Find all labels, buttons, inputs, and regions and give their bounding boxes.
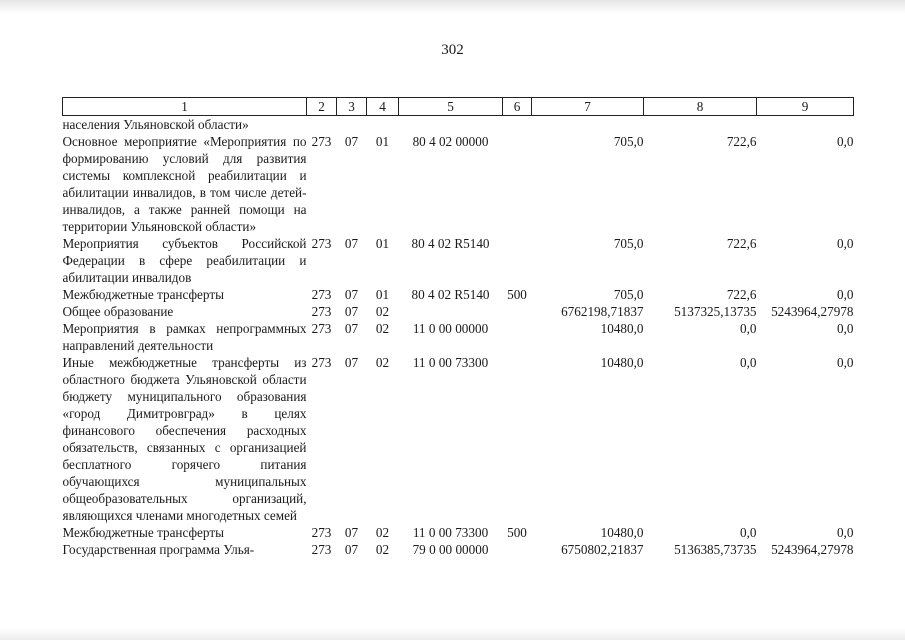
table-row xyxy=(63,354,854,524)
table-row xyxy=(63,116,854,134)
target-article-cell: 11 0 00 00000 xyxy=(412,321,489,336)
target-article-cell: 80 4 02 R5140 xyxy=(411,236,490,251)
header-row xyxy=(63,98,854,116)
ministry-code-cell: 273 xyxy=(311,355,332,370)
expense-type-cell xyxy=(503,133,532,235)
table-row xyxy=(63,541,854,558)
amount-col7-cell: 705,0 xyxy=(613,236,644,251)
expense-type-cell xyxy=(503,303,532,320)
subsection-code-cell: 02 xyxy=(375,542,390,557)
amount-col9-cell: 5243964,27978 xyxy=(771,304,854,319)
table-row xyxy=(63,286,854,303)
subsection-code-cell: 02 xyxy=(375,321,390,336)
section-code-cell: 07 xyxy=(344,287,359,302)
table-row xyxy=(63,235,854,286)
row-name-cell: Мероприятия субъектов Российской Федерации в сфере реабилитации и абилитации инвалидов xyxy=(62,236,307,285)
target-article-cell: 79 0 00 00000 xyxy=(412,542,489,557)
table-body xyxy=(63,116,854,559)
section-code-cell: 07 xyxy=(344,236,359,251)
amount-col8-cell: 722,6 xyxy=(726,236,757,251)
subsection-code-cell: 01 xyxy=(375,287,390,302)
table-row xyxy=(63,320,854,354)
amount-col8-cell: 722,6 xyxy=(726,287,757,302)
header-col-7: 7 xyxy=(532,98,644,116)
target-article-cell xyxy=(399,303,503,320)
amount-col8-cell: 0,0 xyxy=(740,321,757,336)
header-col-6: 6 xyxy=(503,98,532,116)
amount-col7-cell: 6762198,71837 xyxy=(561,304,644,319)
amount-col8-cell: 722,6 xyxy=(726,134,757,149)
amount-col8-cell: 5136385,73735 xyxy=(674,542,757,557)
section-code-cell: 07 xyxy=(344,542,359,557)
scan-edge-top xyxy=(0,0,905,14)
table-row xyxy=(63,133,854,235)
amount-col9-cell: 0,0 xyxy=(837,355,854,370)
amount-col7-cell xyxy=(532,116,644,134)
amount-col7-cell: 6750802,21837 xyxy=(561,542,644,557)
target-article-cell: 11 0 00 73300 xyxy=(412,355,489,370)
subsection-code-cell: 02 xyxy=(375,355,390,370)
ministry-code-cell: 273 xyxy=(311,304,332,319)
expense-type-cell xyxy=(503,354,532,524)
amount-col9-cell: 0,0 xyxy=(837,236,854,251)
row-name-cell: Общее образование xyxy=(62,304,174,319)
subsection-code-cell: 01 xyxy=(375,236,390,251)
row-name-cell: Иные межбюджетные трансферты из областного бюджета Ульяновской области бюджету муниципального образования «город Димитровград» в целях финансового обеспечения расходных обязательств, связанных с организацией бесплатного горячего питания обучающихся муниципальных общеобразовательных организаций, являющихся членами многодетных семей xyxy=(62,355,307,523)
expense-type-cell: 500 xyxy=(507,287,527,302)
ministry-code-cell xyxy=(307,116,337,134)
amount-col9-cell: 0,0 xyxy=(837,134,854,149)
amount-col7-cell: 705,0 xyxy=(613,134,644,149)
ministry-code-cell: 273 xyxy=(311,134,332,149)
amount-col7-cell: 10480,0 xyxy=(600,355,644,370)
amount-col8-cell: 5137325,13735 xyxy=(674,304,757,319)
ministry-code-cell: 273 xyxy=(311,542,332,557)
section-code-cell: 07 xyxy=(344,304,359,319)
amount-col9-cell xyxy=(757,116,854,134)
expense-type-cell xyxy=(503,235,532,286)
expense-type-cell xyxy=(503,320,532,354)
header-col-5: 5 xyxy=(399,98,503,116)
budget-table xyxy=(62,97,854,558)
target-article-cell: 80 4 02 00000 xyxy=(412,134,489,149)
header-col-4: 4 xyxy=(367,98,399,116)
header-col-3: 3 xyxy=(337,98,367,116)
target-article-cell: 80 4 02 R5140 xyxy=(411,287,490,302)
ministry-code-cell: 273 xyxy=(311,525,332,540)
row-name-cell: Межбюджетные трансферты xyxy=(62,525,224,540)
amount-col9-cell: 0,0 xyxy=(837,525,854,540)
amount-col7-cell: 10480,0 xyxy=(600,525,644,540)
amount-col7-cell: 10480,0 xyxy=(600,321,644,336)
amount-col9-cell: 0,0 xyxy=(837,321,854,336)
header-col-8: 8 xyxy=(644,98,757,116)
scan-edge-bottom xyxy=(0,628,905,640)
target-article-cell: 11 0 00 73300 xyxy=(412,525,489,540)
subsection-code-cell: 01 xyxy=(375,134,390,149)
row-name-cell: Государственная программа Улья- xyxy=(62,542,255,557)
ministry-code-cell: 273 xyxy=(311,321,332,336)
page-number: 302 xyxy=(441,42,464,58)
section-code-cell: 07 xyxy=(344,525,359,540)
row-name-cell: населения Ульяновской области» xyxy=(62,117,249,132)
ministry-code-cell: 273 xyxy=(311,287,332,302)
amount-col9-cell: 5243964,27978 xyxy=(771,542,854,557)
subsection-code-cell xyxy=(367,116,399,134)
target-article-cell xyxy=(399,116,503,134)
amount-col8-cell xyxy=(644,116,757,134)
header-col-1: 1 xyxy=(63,98,307,116)
row-name-cell: Основное мероприятие «Мероприятия по формированию условий для развития системы комплексной реабилитации и абилитации инвалидов, в том числе детей-инвалидов, а также ранней помощи на территории Ульяновской области» xyxy=(62,134,307,234)
table-row xyxy=(63,303,854,320)
header-col-2: 2 xyxy=(307,98,337,116)
expense-type-cell xyxy=(503,541,532,558)
amount-col8-cell: 0,0 xyxy=(740,525,757,540)
row-name-cell: Межбюджетные трансферты xyxy=(62,287,224,302)
subsection-code-cell: 02 xyxy=(375,525,390,540)
subsection-code-cell: 02 xyxy=(375,304,390,319)
section-code-cell: 07 xyxy=(344,321,359,336)
ministry-code-cell: 273 xyxy=(311,236,332,251)
amount-col9-cell: 0,0 xyxy=(837,287,854,302)
header-col-9: 9 xyxy=(757,98,854,116)
section-code-cell: 07 xyxy=(344,134,359,149)
amount-col7-cell: 705,0 xyxy=(613,287,644,302)
expense-type-cell xyxy=(503,116,532,134)
section-code-cell xyxy=(337,116,367,134)
table-row xyxy=(63,524,854,541)
section-code-cell: 07 xyxy=(344,355,359,370)
amount-col8-cell: 0,0 xyxy=(740,355,757,370)
expense-type-cell: 500 xyxy=(507,525,527,540)
row-name-cell: Мероприятия в рамках непрограммных направлений деятельности xyxy=(62,321,307,353)
